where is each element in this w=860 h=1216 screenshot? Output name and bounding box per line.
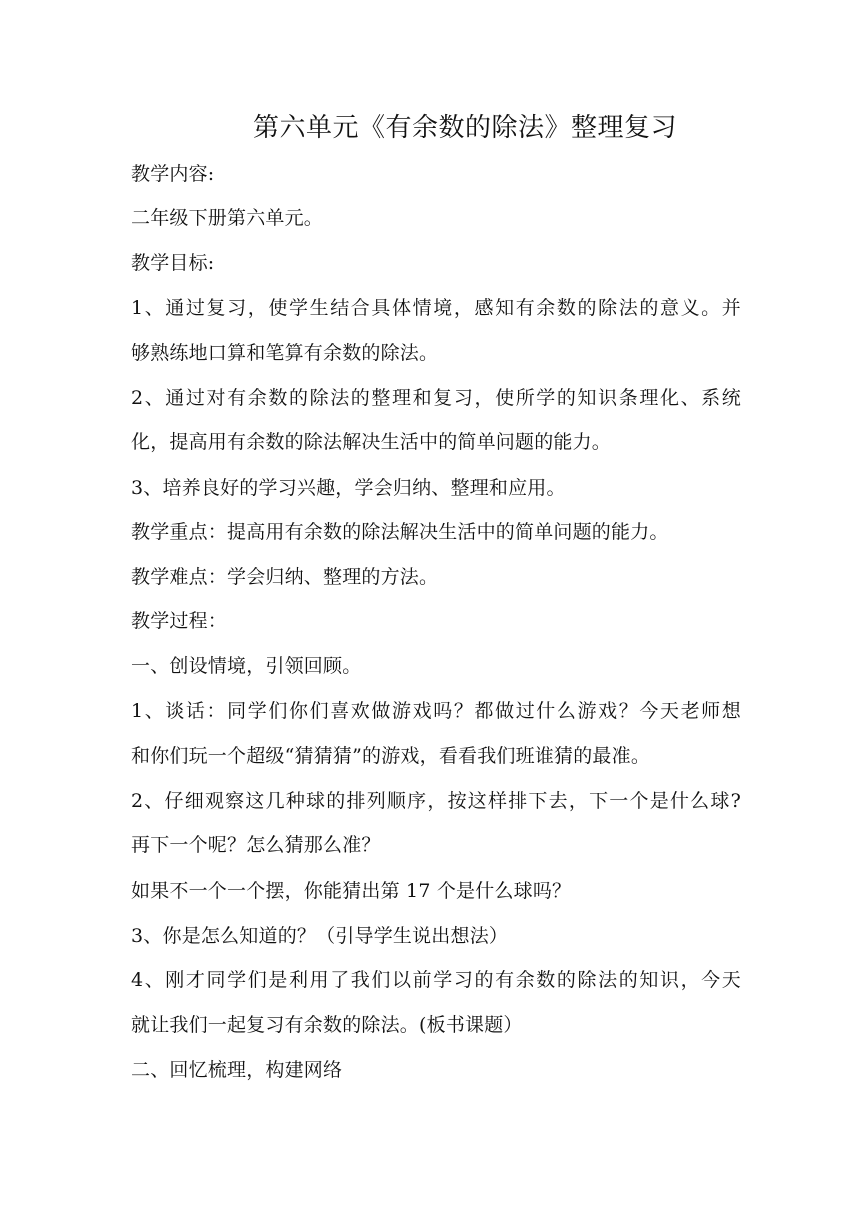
paragraph-content-text: 二年级下册第六单元。	[131, 207, 324, 229]
key-point: 教学重点：提高用有余数的除法解决生活中的简单问题的能力。	[131, 521, 669, 543]
step-1-item-2-line-1: 2、仔细观察这几种球的排列顺序，按这样排下去，下一个是什么球?	[131, 790, 741, 812]
section-heading-process: 教学过程：	[131, 610, 228, 632]
section-heading-objectives: 教学目标:	[131, 252, 215, 274]
section-heading-content: 教学内容:	[131, 163, 215, 185]
step-1-item-1-line-1: 1、谈话：同学们你们喜欢做游戏吗？都做过什么游戏？今天老师想	[131, 700, 741, 722]
step-1-item-4-line-1: 4、刚才同学们是利用了我们以前学习的有余数的除法的知识，今天	[131, 969, 741, 991]
step-1-item-4-line-2: 就让我们一起复习有余数的除法。(板书课题）	[131, 1014, 523, 1036]
objective-1-line-2: 够熟练地口算和笔算有余数的除法。	[131, 342, 439, 364]
objective-2-line-2: 化，提高用有余数的除法解决生活中的简单问题的能力。	[131, 431, 612, 453]
step-1-item-2-line-3: 如果不一个一个摆，你能猜出第 17 个是什么球吗？	[131, 880, 572, 902]
objective-2-line-1: 2、通过对有余数的除法的整理和复习，使所学的知识条理化、系统	[131, 387, 741, 409]
step-1-item-3: 3、你是怎么知道的？（引导学生说出想法）	[131, 925, 509, 947]
document-title: 第六单元《有余数的除法》整理复习	[252, 113, 677, 143]
difficult-point: 教学难点：学会归纳、整理的方法。	[131, 566, 439, 588]
step-1-item-1-line-2: 和你们玩一个超级“猜猜猜”的游戏，看看我们班谁猜的最准。	[131, 745, 651, 767]
objective-1-line-1: 1、通过复习，使学生结合具体情境，感知有余数的除法的意义。并	[131, 297, 741, 319]
step-1-heading: 一、创设情境，引领回顾。	[131, 655, 362, 677]
step-1-item-2-line-2: 再下一个呢？怎么猜那么准？	[131, 834, 381, 856]
objective-3: 3、培养良好的学习兴趣，学会归纳、整理和应用。	[131, 477, 566, 499]
step-2-heading: 二、回忆梳理，构建网络	[131, 1059, 343, 1081]
